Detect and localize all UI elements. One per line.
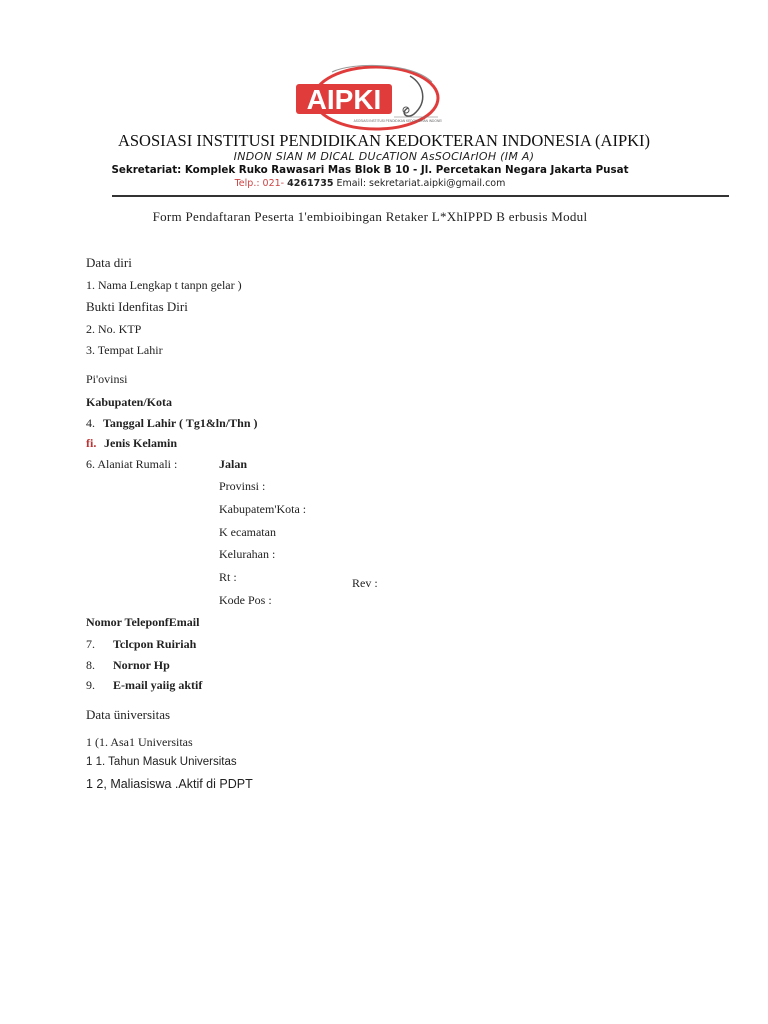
field-kabupaten-kota: Kabupaten/Kota xyxy=(86,395,173,409)
organization-subtitle: INDON SIAN M DICAL DUcATION AsSOCIArIOH (IM A) xyxy=(233,150,535,163)
alamat-kode-pos: Kode Pos : xyxy=(219,593,272,607)
aipki-logo xyxy=(292,64,442,134)
logo-subtext: ASOSIASI INSTITUSI PENDIDIKAN KEDOKTERAN INDONESIA xyxy=(353,119,442,123)
field-jenis-kelamin-number: fi. xyxy=(86,436,97,450)
alamat-rt: Rt : xyxy=(219,570,237,584)
section-nomor-telepon-email: Nomor TeleponfEmail xyxy=(86,615,200,629)
alamat-provinsi: Provinsi : xyxy=(219,479,266,493)
alamat-kelurahan: Kelurahan : xyxy=(219,547,276,561)
field-provinsi: Pi'ovinsi xyxy=(86,372,128,386)
header-divider xyxy=(112,195,729,197)
field-nama-lengkap: 1. Nama Lengkap t tanpn gelar ) xyxy=(86,278,242,292)
section-data-diri: Data diri xyxy=(86,255,132,270)
alamat-jalan: Jalan xyxy=(219,457,248,471)
field-tanggal-lahir: Tanggal Lahir ( Tg1&ln/Thn ) xyxy=(103,416,258,430)
field-no-ktp: 2. No. KTP xyxy=(86,322,142,336)
alamat-kabupaten-kota: Kabupatem'Kota : xyxy=(219,502,307,516)
contact-line xyxy=(0,178,740,189)
field-telepon-rumah-number: 7. xyxy=(86,637,95,651)
alamat-rev: Rev : xyxy=(352,576,378,590)
field-tahun-masuk: 1 1. Tahun Masuk Universitas xyxy=(86,756,237,768)
field-tanggal-lahir-number: 4. xyxy=(86,416,95,430)
form-title: Form Pendaftaran Peserta 1'embioibingan Retaker L*XhIPPD B erbusis Modul xyxy=(152,209,588,224)
field-mahasiswa-aktif-pdpt: 1 2, Maliasiswa .Aktif di PDPT xyxy=(86,777,253,791)
contact-phone: 4261735 xyxy=(287,178,334,189)
field-jenis-kelamin: Jenis Kelamin xyxy=(104,436,178,450)
field-email-aktif: E-mail yaiig aktif xyxy=(113,678,203,692)
organization-title: ASOSIASI INSTITUSI PENDIDIKAN KEDOKTERAN INDONESIA (AIPKI) xyxy=(117,131,651,150)
contact-email: Email: sekretariat.aipki@gmail.com xyxy=(336,178,506,189)
secretariat-address: Sekretariat: Komplek Ruko Rawasari Mas Blok B 10 - Jl. Percetakan Negara Jakarta Pusat xyxy=(111,164,629,176)
field-tempat-lahir: 3. Tempat Lahir xyxy=(86,343,163,357)
alamat-kecamatan: K ecamatan xyxy=(219,525,276,539)
field-asal-universitas: 1 (1. Asa1 Universitas xyxy=(86,735,193,749)
field-email-aktif-number: 9. xyxy=(86,678,95,692)
section-data-universitas: Data üniversitas xyxy=(86,707,171,722)
section-bukti-identitas: Bukti Idenfitas Diri xyxy=(86,299,188,314)
field-nomor-hp: Nornor Hp xyxy=(113,658,170,672)
contact-prefix: Telp.: 021- xyxy=(234,178,285,189)
logo-text: AIPKI xyxy=(306,84,382,115)
field-nomor-hp-number: 8. xyxy=(86,658,95,672)
field-alamat-rumah: 6. Alaniat Rumali : xyxy=(86,457,178,471)
field-telepon-rumah: Tclcpon Ruiriah xyxy=(113,637,197,651)
